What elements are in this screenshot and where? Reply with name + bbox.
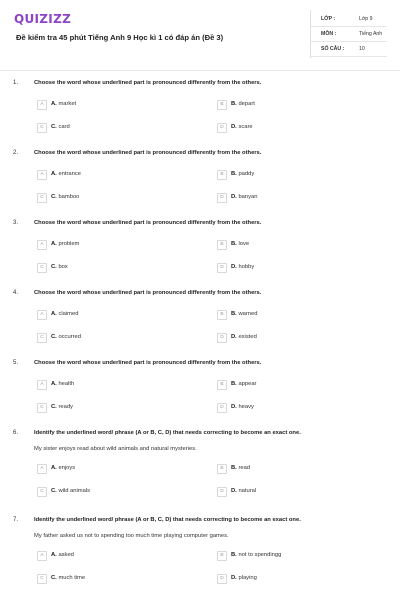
option-letter: C. [51,404,57,410]
option-text: problem [58,241,80,247]
option-text: occurred [58,334,81,340]
option-letter: D. [231,334,237,340]
question-number: 3. [13,220,19,226]
option-badge: B [217,100,227,110]
option-letter: D. [231,264,237,270]
option-text: much time [58,575,86,581]
option-badge: B [217,240,227,250]
option-badge: C [37,263,47,273]
option-badge: A [37,310,47,320]
option-label [51,488,90,494]
option-letter: A. [51,465,57,471]
option-label [51,194,79,200]
option-badge: C [37,193,47,203]
option-text: appear [238,381,257,387]
question-text: Choose the word whose underlined part is pronounced differently from the others. [34,360,262,366]
option-text: heavy [238,404,254,410]
option-badge: A [37,380,47,390]
option-text: claimed [58,311,79,317]
option-badge: A [37,464,47,474]
worksheet-title: Đề kiểm tra 45 phút Tiếng Anh 9 Học kì 1 có đáp án (Đề 3) [16,33,224,42]
option-badge: A [37,240,47,250]
option-text: bamboo [58,194,80,200]
option-label [231,381,257,387]
option-label [231,171,254,177]
option-label [51,264,68,270]
option-text: natural [238,488,257,494]
question-text: Identify the underlined word/ phrase (A or B, C, D) that needs correcting to become an exact one. [34,430,301,436]
question-number: 6. [13,430,19,436]
option-badge: B [217,170,227,180]
question-text: Identify the underlined word/ phrase (A or B, C, D) that needs correcting to become an exact one. [34,517,301,523]
option-text: market [58,101,77,107]
option-letter: C. [51,334,57,340]
option-letter: A. [51,101,57,107]
option-label [51,575,85,581]
option-text: box [58,264,68,270]
question-text: Choose the word whose underlined part is pronounced differently from the others. [34,290,262,296]
question-number: 7. [13,517,19,523]
option-letter: C. [51,194,57,200]
option-label [231,311,257,317]
option-text: ready [58,404,73,410]
question-text: Choose the word whose underlined part is pronounced differently from the others. [34,220,262,226]
question-number: 5. [13,360,19,366]
option-letter: C. [51,264,57,270]
option-letter: D. [231,575,237,581]
option-badge: D [217,487,227,497]
option-letter: A. [51,381,57,387]
option-letter: D. [231,488,237,494]
option-text: banyan [238,194,258,200]
option-text: love [238,241,250,247]
option-badge: D [217,263,227,273]
option-letter: B. [231,465,237,471]
option-letter: B. [231,552,237,558]
option-badge: C [37,574,47,584]
option-label [231,241,249,247]
option-label [231,264,254,270]
quizizz-logo: QUIZIZZ [14,12,72,26]
option-badge: C [37,403,47,413]
meta-count-label: SỐ CÂU : [321,46,345,52]
worksheet-meta [310,10,387,58]
option-label [51,465,75,471]
option-text: depart [238,101,255,107]
option-label [231,194,257,200]
option-text: playing [238,575,257,581]
option-letter: D. [231,124,237,130]
option-letter: C. [51,575,57,581]
question-sentence: My sister enjoys read about wild animals and natural mysteries. [34,446,197,452]
option-label [51,381,74,387]
option-text: enjoys [58,465,76,471]
option-label [231,404,254,410]
option-text: paddy [238,171,255,177]
option-label [51,404,73,410]
option-badge: C [37,333,47,343]
option-text: card [58,124,70,130]
meta-subject-label: MÔN : [321,31,337,37]
option-letter: C. [51,124,57,130]
option-letter: B. [231,241,237,247]
option-text: existed [238,334,257,340]
meta-subject-value: Tiếng Anh [359,31,383,37]
option-letter: B. [231,311,237,317]
option-text: hobby [238,264,255,270]
option-badge: C [37,123,47,133]
option-label [51,101,76,107]
option-text: asked [58,552,74,558]
option-label [231,124,253,130]
option-label [231,552,281,558]
option-label [231,488,256,494]
option-text: read [238,465,251,471]
option-badge: A [37,170,47,180]
meta-class-value: Lớp 9 [359,16,373,22]
option-label [51,552,74,558]
option-badge: B [217,551,227,561]
header-divider [0,70,400,71]
option-badge: D [217,574,227,584]
worksheet-header [0,0,400,70]
option-badge: D [217,123,227,133]
option-label [231,465,250,471]
option-badge: D [217,403,227,413]
option-letter: C. [51,488,57,494]
option-badge: D [217,193,227,203]
option-letter: B. [231,171,237,177]
option-text: health [58,381,75,387]
option-label [51,124,70,130]
option-letter: B. [231,381,237,387]
meta-count-value: 10 [359,46,365,52]
option-badge: D [217,333,227,343]
question-number: 1. [13,80,19,86]
option-text: entrance [58,171,81,177]
option-label [51,334,81,340]
option-badge: B [217,464,227,474]
option-badge: B [217,310,227,320]
meta-class-label: LỚP : [321,16,336,22]
question-number: 2. [13,150,19,156]
option-label [231,334,257,340]
option-label [51,241,79,247]
option-label [231,575,257,581]
option-badge: B [217,380,227,390]
option-letter: A. [51,241,57,247]
question-text: Choose the word whose underlined part is pronounced differently from the others. [34,150,262,156]
option-label [51,171,81,177]
option-label [231,101,255,107]
option-letter: A. [51,311,57,317]
option-badge: A [37,551,47,561]
option-badge: C [37,487,47,497]
option-text: scare [238,124,253,130]
option-text: warned [238,311,258,317]
option-letter: D. [231,194,237,200]
option-badge: A [37,100,47,110]
option-label [51,311,78,317]
option-letter: D. [231,404,237,410]
option-text: not to spendingg [238,552,282,558]
option-letter: B. [231,101,237,107]
option-letter: A. [51,171,57,177]
question-sentence: My father asked us not to spending too much time playing computer games. [34,533,229,539]
question-number: 4. [13,290,19,296]
option-text: wild animals [58,488,91,494]
question-text: Choose the word whose underlined part is pronounced differently from the others. [34,80,262,86]
option-letter: A. [51,552,57,558]
